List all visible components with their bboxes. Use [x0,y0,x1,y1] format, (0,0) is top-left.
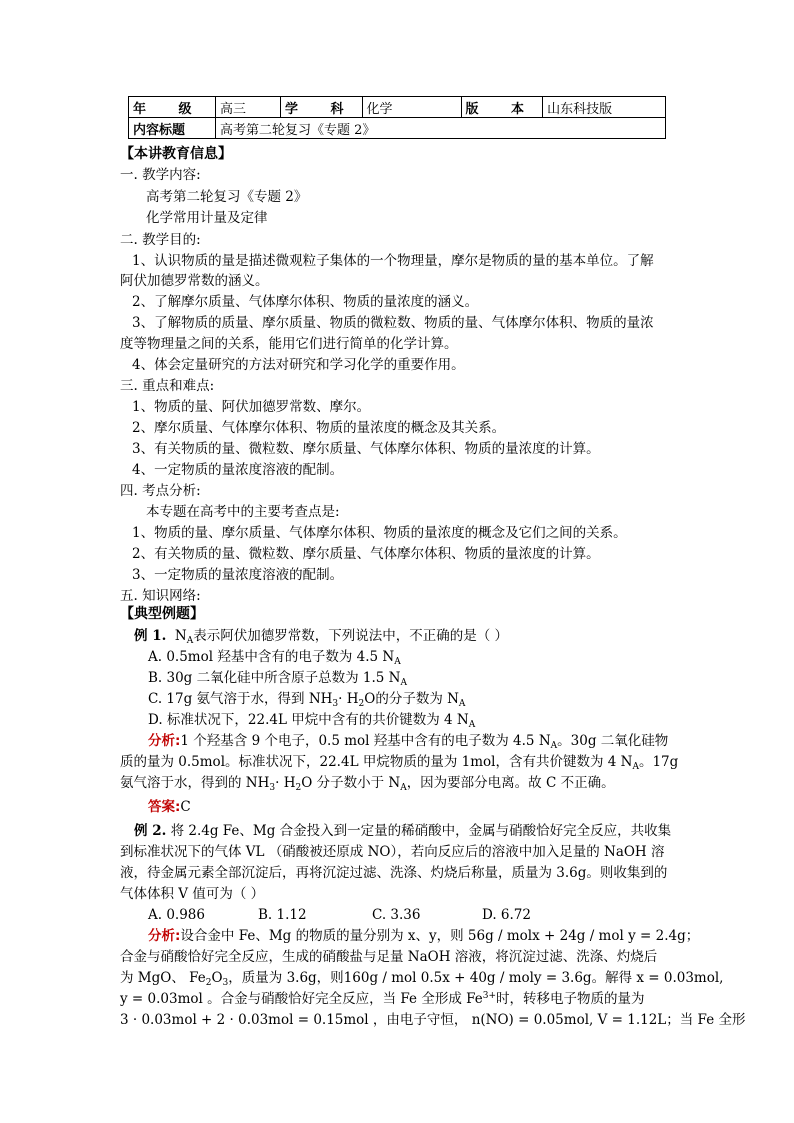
example-label: 例 2. [134,823,167,839]
grade-value: 高三 [216,97,281,118]
key-point-item: 4、一定物质的量浓度溶液的配制。 [132,462,344,478]
analysis-label: 分析: [148,928,181,944]
example-1-analysis-cont: 氨气溶于水，得到的 $NH_3\cdot H_2O$ 分子数小于 $N_A$，因为要部分电离。故 C 不正确。 [120,775,615,793]
example-1-option-d: D. 标准状况下，22.4L 甲烷中含有的共价键数为 4 $N_A$ [148,712,476,730]
example-2-analysis-cont: y = 0.03mol 。合金与硝酸恰好完全反应，当 Fe 全形成 $Fe^{3+}$时，转移电子物质的量为 [120,991,645,1007]
example-label: 例 1. [134,628,167,644]
section-title-objectives: 二. 教学目的: [120,232,201,248]
example-2-analysis-cont: 为 MgO、 $Fe_2O_3$，质量为 3.6g，则160g / mol 0.5x + 40g / moly = 3.6g。解得 x = 0.03mol, [120,970,724,988]
exam-point-item: 2、有关物质的量、微粒数、摩尔质量、气体摩尔体积、物质的量浓度的计算。 [132,546,600,562]
key-point-item: 3、有关物质的量、微粒数、摩尔质量、气体摩尔体积、物质的量浓度的计算。 [132,441,600,457]
section-title-key-points: 三. 重点和难点: [120,378,215,394]
key-point-item: 2、摩尔质量、气体摩尔体积、物质的量浓度的概念及其关系。 [132,420,506,436]
exam-point-item: 3、一定物质的量浓度溶液的配制。 [132,567,344,583]
section-title-content: 一. 教学内容: [120,167,201,183]
course-info-table [128,96,666,139]
table-row [129,118,666,139]
example-1-option-a: A. 0.5mol 羟基中含有的电子数为 4.5 $N_A$ [148,649,401,667]
example-1-stem: 例 1. $N_A$表示阿伏加德罗常数，下列说法中，不正确的是（ ） [134,628,508,646]
analysis-label: 分析: [148,733,181,749]
key-point-item: 1、物质的量、阿伏加德罗常数、摩尔。 [132,399,371,415]
example-2-stem-cont: 气体体积 V 值可为（ ） [120,886,265,902]
example-1-option-c: C. 17g 氨气溶于水，得到 $NH_3\cdot H_2O$的分子数为 $N_A$ [148,691,466,709]
content-line: 化学常用计量及定律 [146,210,268,226]
section-title-exam-points: 四. 考点分析: [120,483,201,499]
subject-label: 学 科 [281,97,363,118]
subject-value: 化学 [362,97,461,118]
example-2-option-a: A. 0.986 [148,907,205,923]
example-2-analysis-cont: 3 · 0.03mol + 2 · 0.03mol = 0.15mol ，由电子守恒， n(NO) = 0.05mol, V = 1.12L；当 Fe 全形 [120,1012,746,1028]
objective-item-cont: 阿伏加德罗常数的涵义。 [120,273,269,289]
edition-value: 山东科技版 [543,97,666,118]
answer-label: 答案: [148,799,181,815]
edition-label: 版 本 [461,97,543,118]
example-2-analysis: 分析:设合金中 Fe、Mg 的物质的量分别为 x、y，则 56g / molx + 24g / mol y = 2.4g； [148,928,700,944]
section-heading-examples: 【典型例题】 [120,606,204,622]
objective-item: 4、体会定量研究的方法对研究和学习化学的重要作用。 [132,357,465,373]
section-heading-info: 【本讲教育信息】 [120,146,232,162]
grade-label: 年 级 [129,97,216,118]
objective-item: 1、认识物质的量是描述微观粒子集体的一个物理量，摩尔是物质的量的基本单位。了解 [132,253,654,269]
topic-value: 高考第二轮复习《专题 2》 [216,118,666,139]
example-1-analysis-cont: 质的量为 0.5mol。标准状况下，22.4L 甲烷物质的量为 1mol，含有共价键数为 4 $N_A$。17g [120,754,679,772]
example-1-option-b: B. 30g 二氧化硅中所含原子总数为 1.5 $N_A$ [148,670,407,688]
table-row [129,97,666,118]
example-2-analysis-cont: 合金与硝酸恰好完全反应，生成的硝酸盐与足量 NaOH 溶液，将沉淀过滤、洗涤、灼烧后 [120,949,658,965]
section-title-knowledge-network: 五. 知识网络: [120,588,201,604]
example-1-answer: 答案:C [148,799,191,815]
exam-points-intro: 本专题在高考中的主要考查点是: [146,504,340,520]
exam-point-item: 1、物质的量、摩尔质量、气体摩尔体积、物质的量浓度的概念及它们之间的关系。 [132,525,627,541]
example-2-option-d: D. 6.72 [482,907,531,923]
objective-item-cont: 度等物理量之间的关系，能用它们进行简单的化学计算。 [120,336,458,352]
content-line: 高考第二轮复习《专题 2》 [146,189,308,205]
example-2-stem-cont: 液，待金属元素全部沉淀后，再将沉淀过滤、洗涤、灼烧后称量，质量为 3.6g。则收集到的 [120,865,668,881]
objective-item: 3、了解物质的质量、摩尔质量、物质的微粒数、物质的量、气体摩尔体积、物质的量浓 [132,315,654,331]
example-2-option-b: B. 1.12 [258,907,307,923]
topic-label: 内容标题 [129,118,216,139]
objective-item: 2、了解摩尔质量、气体摩尔体积、物质的量浓度的涵义。 [132,294,479,310]
example-2-option-c: C. 3.36 [372,907,421,923]
example-2-stem: 例 2. 将 2.4g Fe、Mg 合金投入到一定量的稀硝酸中，金属与硝酸恰好完全反应，共收集 [134,823,672,839]
example-2-stem-cont: 到标准状况下的气体 VL （硝酸被还原成 NO），若向反应后的溶液中加入足量的 NaOH 溶 [120,844,665,860]
example-1-analysis: 分析:1 个羟基含 9 个电子，0.5 mol 羟基中含有的电子数为 4.5 $N_A$。30g 二氧化硅物 [148,733,669,751]
